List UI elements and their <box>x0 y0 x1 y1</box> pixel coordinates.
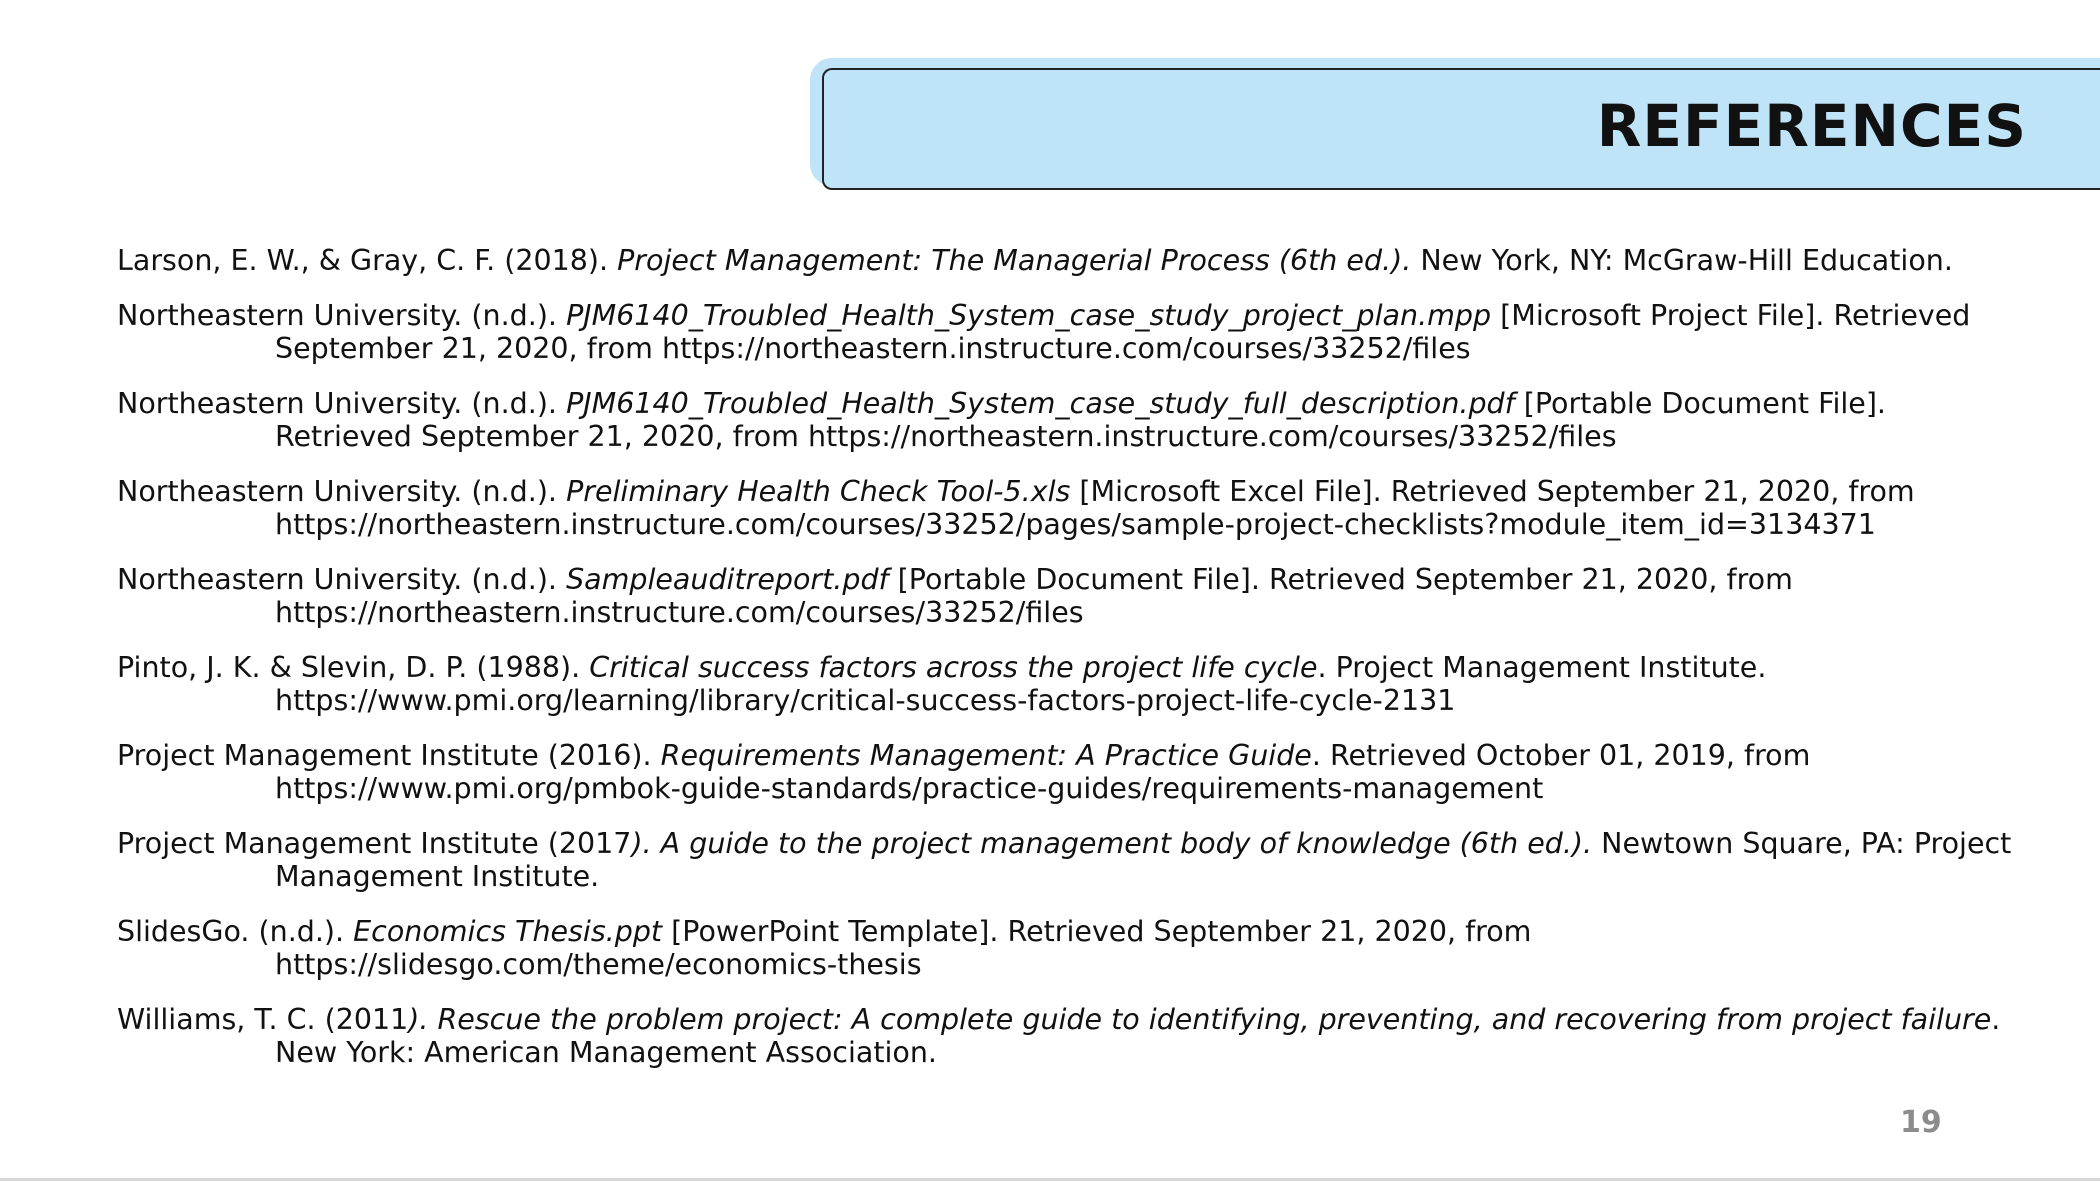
reference-authors: Project Management Institute (2016). <box>117 739 661 772</box>
page-number: 19 <box>1900 1105 1942 1140</box>
reference-source: . Retrieved October 01, 2019, from https://www.pmi.org/pmbok-guide-standards/practice-guides/requirements-management <box>275 739 1811 805</box>
reference-title: Preliminary Health Check Tool-5.xls <box>566 475 1071 508</box>
reference-authors: Project Management Institute (2017 <box>117 827 632 860</box>
reference-item <box>117 387 2017 453</box>
reference-authors: Northeastern University. (n.d.). <box>117 299 567 332</box>
reference-source: [PowerPoint Template]. Retrieved September 21, 2020, from https://slidesgo.com/theme/economics-thesis <box>275 915 1532 981</box>
reference-authors: Northeastern University. (n.d.). <box>117 475 567 508</box>
reference-list <box>117 244 2017 1091</box>
reference-source: [Portable Document File]. Retrieved September 21, 2020, from https://northeastern.instructure.com/courses/33252/files <box>275 387 1886 453</box>
reference-source: . New York: American Management Association. <box>275 1003 2001 1069</box>
reference-authors: Northeastern University. (n.d.). <box>117 563 567 596</box>
reference-authors: Northeastern University. (n.d.). <box>117 387 567 420</box>
page-title: REFERENCES <box>1596 92 2027 160</box>
reference-item <box>117 563 2017 629</box>
header-banner <box>822 68 2100 190</box>
reference-title: Sampleauditreport.pdf <box>566 563 889 596</box>
reference-source: Newtown Square, PA: Project Management Institute. <box>275 827 2012 893</box>
reference-item <box>117 1003 2017 1069</box>
reference-title: ). A guide to the project management body of knowledge (6th ed.). <box>631 827 1593 860</box>
reference-title: PJM6140_Troubled_Health_System_case_study_project_plan.mpp <box>566 299 1492 332</box>
reference-source: [Microsoft Excel File]. Retrieved September 21, 2020, from https://northeastern.instructure.com/courses/33252/pages/sample-project-checklists?module_item_id=3134371 <box>275 475 1915 541</box>
reference-item <box>117 244 2017 277</box>
reference-title: PJM6140_Troubled_Health_System_case_study_full_description.pdf <box>566 387 1515 420</box>
reference-source: [Portable Document File]. Retrieved September 21, 2020, from https://northeastern.instructure.com/courses/33252/files <box>275 563 1793 629</box>
reference-title: Critical success factors across the project life cycle <box>589 651 1318 684</box>
reference-title: Project Management: The Managerial Process (6th ed.). <box>617 244 1412 277</box>
reference-item <box>117 299 2017 365</box>
reference-item <box>117 651 2017 717</box>
reference-title: Economics Thesis.ppt <box>353 915 663 948</box>
reference-item <box>117 827 2017 893</box>
reference-title: ). Rescue the problem project: A complete guide to identifying, preventing, and recovering from project failure <box>408 1003 1992 1036</box>
reference-source: . Project Management Institute. https://www.pmi.org/learning/library/critical-success-factors-project-life-cycle-2131 <box>275 651 1767 717</box>
reference-item <box>117 739 2017 805</box>
reference-title: Requirements Management: A Practice Guide <box>660 739 1312 772</box>
reference-source: New York, NY: McGraw-Hill Education. <box>1411 244 1953 277</box>
reference-source: [Microsoft Project File]. Retrieved September 21, 2020, from https://northeastern.instructure.com/courses/33252/files <box>275 299 1971 365</box>
reference-item <box>117 475 2017 541</box>
reference-item <box>117 915 2017 981</box>
reference-authors: SlidesGo. (n.d.). <box>117 915 354 948</box>
reference-authors: Pinto, J. K. & Slevin, D. P. (1988). <box>117 651 590 684</box>
reference-authors: Williams, T. C. (2011 <box>117 1003 409 1036</box>
reference-authors: Larson, E. W., & Gray, C. F. (2018). <box>117 244 618 277</box>
